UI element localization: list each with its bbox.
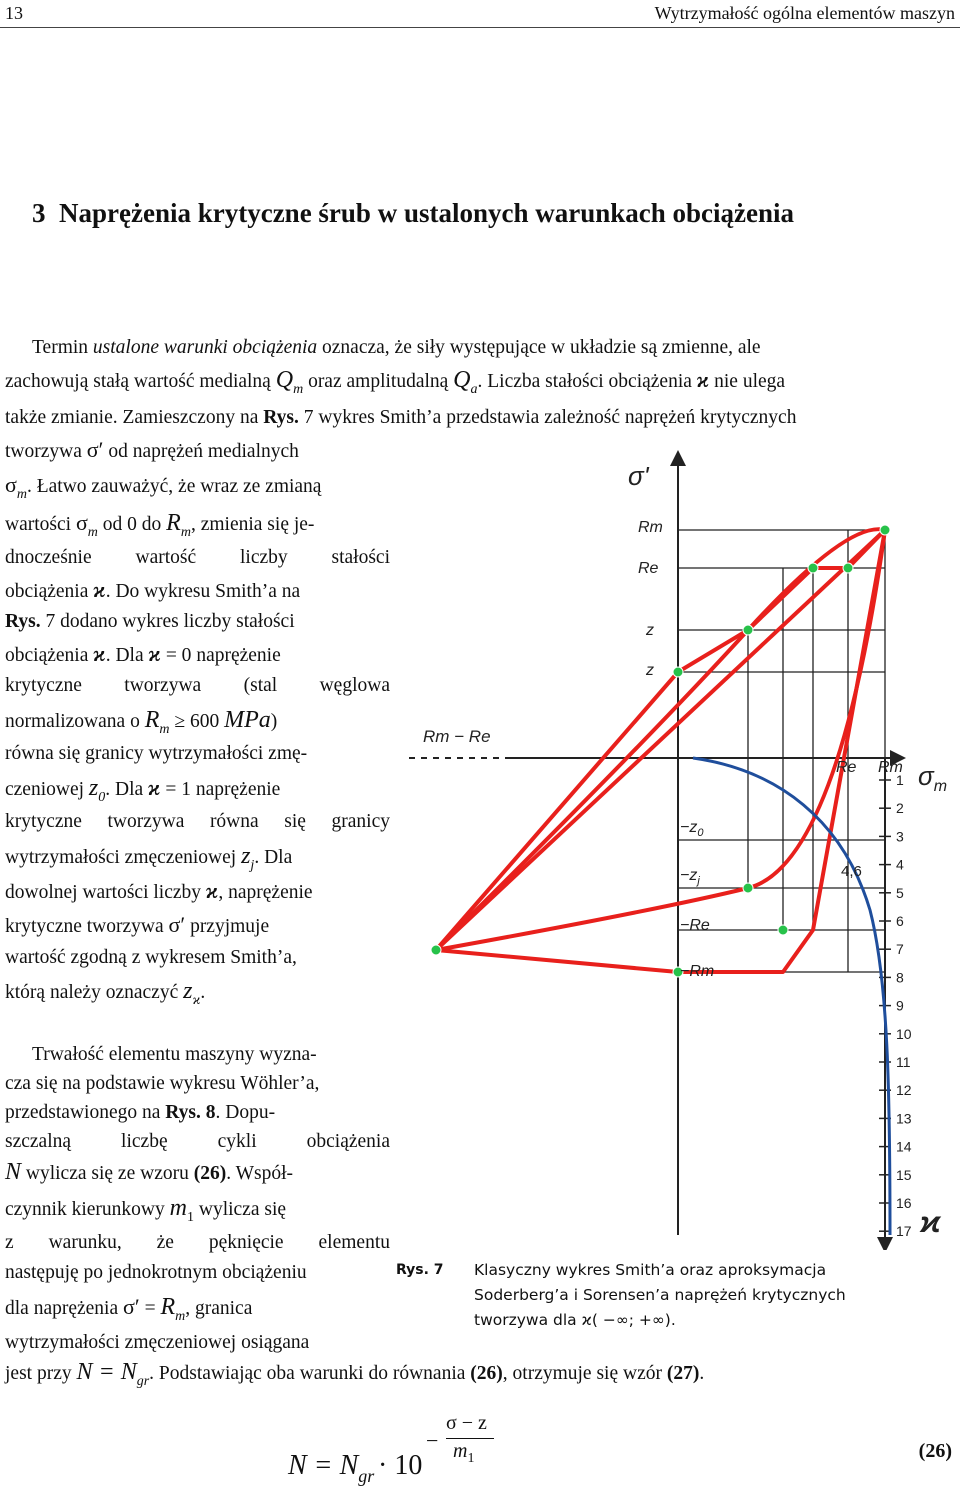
paragraph-intro-2: zachowują stałą wartość medialną $Q_m$ oraz amplitudalną $Q_a$. Liczba stałości obciążenia ϰ nie ulega [5, 367, 786, 397]
paragraph-intro: Termin ustalone warunki obciążenia oznacza, że siły występujące w układzie są zmienne, ale [32, 337, 761, 358]
figure-caption: Rys. 7 Klasyczny wykres Smith’a oraz aproksymacja Soderberg’a i Sorensen’a naprężeń krytycznych tworzywa dla ϰ( −∞; +∞). [396, 1258, 956, 1333]
label-z0-y: z [646, 662, 654, 679]
kappa-tick-label: 8 [896, 969, 904, 986]
section-heading: 3 Naprężenia krytyczne śrub w ustalonych warunkach obciążenia [32, 198, 794, 228]
kappa-tick-label: 10 [896, 1025, 912, 1042]
kappa-tick-label: 4 [896, 856, 904, 873]
label-neg-z0: $-z_0$ [680, 819, 704, 839]
paragraph-smith-description: tworzywa σ′ od naprężeń medialnych $\sigma_m$. Łatwo zauważyć, że wraz ze zmianą wartości $\sigma_m$ od 0 do $R_m$, zmienia się je- dnocześnie wartość liczby stałości obciążenia ϰ. Do wykresu Smith’a na Rys. 7 dodano wykres liczby stałości obciążenia ϰ. Dla ϰ = 0 naprężenie krytyczne tworzywa (stal węglowa normalizowana o $R_m \ge 600$ MPa) równa się granicy wytrzymałości zmę- czeniowej $z_0$. Dla ϰ = 1 naprężenie krytyczne tworzywa równa się granicy wytrzymałości zmęczeniowej $z_j$. Dla dowolnej wartości liczby ϰ, naprężenie krytyczne tworzywa σ′ przyjmuje wartość zgodną z wykresem Smith’a, którą należy oznaczyć $z_ϰ$. [5, 437, 390, 1008]
label-neg-rm: −Rm [680, 963, 715, 980]
running-title: Wytrzymałość ogólna elementów maszyn [654, 3, 955, 23]
page-number: 13 [5, 3, 23, 23]
label-neg-zj: $-z_j$ [680, 867, 700, 887]
kappa-tick-label: 5 [896, 884, 904, 901]
axis-label-kappa: ϰ [920, 1206, 941, 1239]
kappa-tick-label: 9 [896, 997, 904, 1014]
caption-label: Rys. 7 [396, 1262, 444, 1278]
kappa-tick-label: 13 [896, 1110, 912, 1127]
smith-diagram [398, 440, 960, 1250]
paragraph-wohler: Trwałość elementu maszyny wyzna- cza się na podstawie wykresu Wöhler’a, przedstawionego na Rys. 8. Dopu- szczalną liczbę cykli obciążenia N wylicza się ze wzoru (26). Współ- czynnik kierunkowy $m_1$ wylicza się z warunku, że pęknięcie elementu następuję po jednokrotnym obciążeniu dla naprężenia $\sigma' = R_m$, granica wytrzymałości zmęczeniowej osiągana [5, 1044, 390, 1353]
label-rm-y: Rm [638, 519, 663, 536]
kappa-tick-label: 3 [896, 828, 904, 845]
kappa-tick-label: 11 [896, 1054, 911, 1070]
paragraph-intro-3: także zmianie. Zamieszczony na Rys. 7 wykres Smith’a przedstawia zależność naprężeń krytycznych [5, 407, 797, 428]
equation-26: $N = N_{gr}$ · 10 − σ − z $m_1$ [288, 1410, 618, 1490]
kappa-tick-label: 7 [896, 941, 904, 958]
label-zj-y: z [646, 622, 654, 639]
axis-label-sigma-m: $\sigma_m$ [918, 761, 948, 795]
kappa-tick-label: 17 [896, 1223, 912, 1240]
kappa-tick-label: 15 [896, 1166, 912, 1183]
label-neg-re: −Re [680, 917, 710, 934]
kappa-curve [693, 758, 890, 1235]
label-rm-x: Rm [878, 759, 903, 776]
label-rm-minus-re: Rm − Re [423, 727, 491, 746]
kappa-tick-label: 16 [896, 1195, 912, 1211]
kappa-tick-label: 12 [896, 1082, 912, 1099]
label-re-x: Re [836, 759, 857, 776]
smith-envelope [436, 529, 885, 972]
label-4-6: 4,6 [841, 863, 862, 880]
header-rule [0, 27, 960, 28]
kappa-tick-label: 6 [896, 913, 904, 929]
kappa-tick-label: 14 [896, 1138, 912, 1155]
paragraph-wohler-last-line: jest przy $N = N_{gr}$. Podstawiając oba warunki do równania (26), otrzymuje się wzór (27). [5, 1359, 705, 1389]
equation-number: (26) [918, 1440, 952, 1462]
axis-label-sigma-prime: σ' [628, 461, 649, 491]
kappa-tick-label: 2 [896, 800, 904, 817]
kappa-tick-label: 1 [896, 772, 904, 788]
label-re-y: Re [638, 560, 659, 577]
